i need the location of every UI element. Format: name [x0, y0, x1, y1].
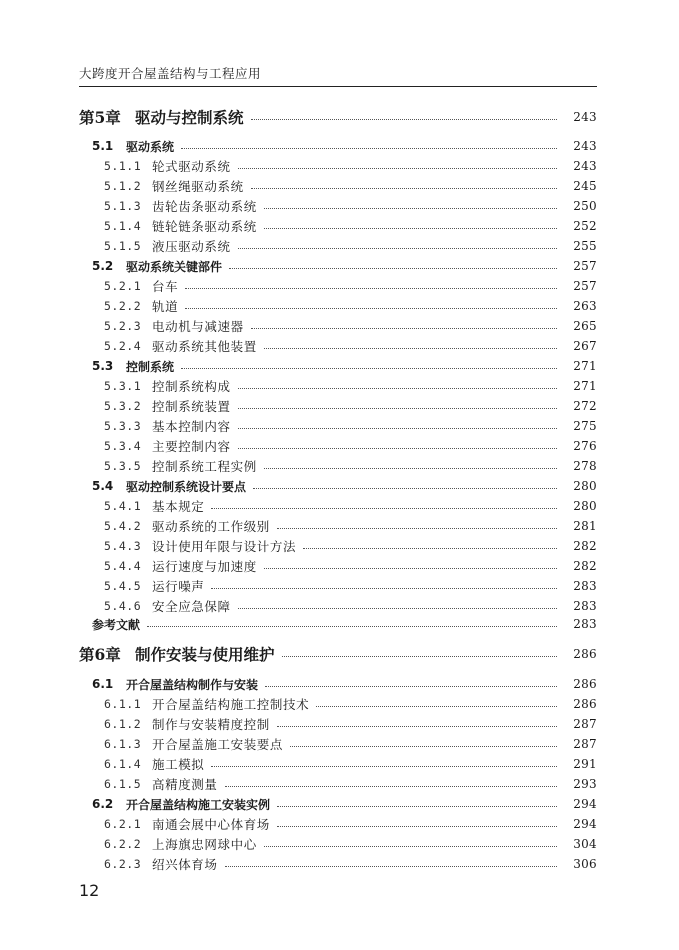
- toc-entry-title: 制作与安装精度控制: [152, 717, 270, 732]
- toc-entry-title: 绍兴体育场: [152, 857, 218, 872]
- toc-entry-sub: [0, 835, 679, 853]
- toc-entry-number: 6.1.4: [104, 757, 142, 771]
- toc-entry-number: 5.3.3: [104, 419, 142, 433]
- toc-entry-title: 控制系统: [126, 359, 175, 374]
- toc-entry-number: 5.1.1: [104, 159, 142, 173]
- dot-leader: [185, 308, 557, 309]
- toc-entry-title: 轨道: [152, 299, 179, 314]
- dot-leader: [264, 568, 557, 569]
- dot-leader: [282, 656, 557, 657]
- toc-entry-number: 5.1.5: [104, 239, 142, 253]
- toc-entry-number: 5.1.3: [104, 199, 142, 213]
- toc-entry-number: 6.2.2: [104, 837, 142, 851]
- toc-entry-number: 6.1: [92, 677, 114, 691]
- toc-entry-sub: [0, 277, 679, 295]
- toc-entry-number: 6.1.2: [104, 717, 142, 731]
- toc-entry-number: 5.4.5: [104, 579, 142, 593]
- toc-entry-number: 5.2.3: [104, 319, 142, 333]
- toc-entry-page: 250: [573, 199, 597, 213]
- toc-entry-page: 283: [573, 599, 597, 613]
- toc-entry-number: 5.1.2: [104, 179, 142, 193]
- toc-entry-title: 台车: [152, 279, 179, 294]
- toc-entry-title: 链轮链条驱动系统: [152, 219, 257, 234]
- toc-entry-title: 南通会展中心体育场: [152, 817, 270, 832]
- toc-entry-sub: [0, 217, 679, 235]
- toc-entry-title: 参考文献: [92, 617, 141, 632]
- toc-entry-number: 5.3: [92, 359, 114, 373]
- toc-entry-sub: [0, 855, 679, 873]
- toc-entry-page: 272: [573, 399, 597, 413]
- toc-entry-page: 267: [573, 339, 597, 353]
- toc-entry-title: 驱动系统关键部件: [126, 259, 223, 274]
- toc-entry-chapter: [0, 108, 679, 126]
- toc-entry-page: 281: [573, 519, 597, 533]
- dot-leader: [185, 288, 557, 289]
- running-header-title: 大跨度开合屋盖结构与工程应用: [79, 66, 262, 81]
- toc-entry-title: 高精度测量: [152, 777, 218, 792]
- toc-entry-page: 257: [573, 279, 597, 293]
- toc-entry-page: 306: [573, 857, 597, 871]
- toc-entry-number: 5.3.5: [104, 459, 142, 473]
- toc-entry-number: 5.3.2: [104, 399, 142, 413]
- toc-entry-page: 243: [573, 139, 597, 153]
- toc-entry-number: 5.4.3: [104, 539, 142, 553]
- toc-entry-number: 6.2.3: [104, 857, 142, 871]
- toc-entry-title: 上海旗忠网球中心: [152, 837, 257, 852]
- toc-entry-title: 运行噪声: [152, 579, 205, 594]
- toc-entry-title: 驱动系统的工作级别: [152, 519, 270, 534]
- toc-entry-section: [0, 137, 679, 155]
- toc-entry-title: 驱动系统: [126, 139, 175, 154]
- toc-entry-title: 运行速度与加速度: [152, 559, 257, 574]
- toc-entry-sub: [0, 815, 679, 833]
- toc-entry-sub: [0, 337, 679, 355]
- toc-entry-page: 265: [573, 319, 597, 333]
- toc-entry-title: 主要控制内容: [152, 439, 231, 454]
- toc-entry-sub: [0, 437, 679, 455]
- toc-entry-page: 283: [573, 617, 597, 631]
- toc-entry-sub: [0, 297, 679, 315]
- toc-entry-sub: [0, 715, 679, 733]
- toc-entry-title: 驱动系统其他装置: [152, 339, 257, 354]
- toc-entry-number: 5.3.4: [104, 439, 142, 453]
- header-divider: [79, 86, 597, 87]
- toc-entry-sub: [0, 577, 679, 595]
- dot-leader: [277, 726, 557, 727]
- dot-leader: [181, 368, 557, 369]
- dot-leader: [277, 826, 557, 827]
- toc-entry-page: 245: [573, 179, 597, 193]
- toc-entry-sub: [0, 695, 679, 713]
- dot-leader: [211, 766, 557, 767]
- toc-entry-number: 6.1.3: [104, 737, 142, 751]
- toc-entry-section: [0, 675, 679, 693]
- toc-entry-page: 280: [573, 479, 597, 493]
- toc-entry-title: 驱动控制系统设计要点: [126, 479, 247, 494]
- toc-entry-page: 286: [573, 677, 597, 691]
- toc-entry-number: 5.2: [92, 259, 114, 273]
- toc-entry-number: 5.1.4: [104, 219, 142, 233]
- page-number: 12: [79, 881, 100, 900]
- toc-entry-page: 243: [573, 159, 597, 173]
- toc-entry-page: 287: [573, 717, 597, 731]
- toc-entry-title: 安全应急保障: [152, 599, 231, 614]
- dot-leader: [290, 746, 557, 747]
- toc-entry-page: 257: [573, 259, 597, 273]
- toc-entry-sub: [0, 735, 679, 753]
- toc-entry-sub: [0, 755, 679, 773]
- dot-leader: [238, 168, 557, 169]
- toc-entry-sub: [0, 397, 679, 415]
- toc-entry-sub: [0, 177, 679, 195]
- toc-entry-title: 齿轮齿条驱动系统: [152, 199, 257, 214]
- toc-entry-title: 控制系统装置: [152, 399, 231, 414]
- dot-leader: [264, 846, 557, 847]
- toc-entry-section: [0, 795, 679, 813]
- toc-entry-number: 5.2.2: [104, 299, 142, 313]
- toc-entry-page: 275: [573, 419, 597, 433]
- toc-entry-page: 283: [573, 579, 597, 593]
- toc-entry-title: 设计使用年限与设计方法: [152, 539, 297, 554]
- toc-entry-page: 278: [573, 459, 597, 473]
- toc-entry-number: 6.2: [92, 797, 114, 811]
- toc-entry-page: 243: [573, 110, 597, 124]
- toc-entry-sub: [0, 457, 679, 475]
- toc-entry-number: 5.4.6: [104, 599, 142, 613]
- toc-entry-page: 293: [573, 777, 597, 791]
- dot-leader: [251, 119, 557, 120]
- toc-entry-page: 276: [573, 439, 597, 453]
- toc-entry-chapter: [0, 645, 679, 663]
- toc-entry-title: 轮式驱动系统: [152, 159, 231, 174]
- toc-entry-number: 5.4.2: [104, 519, 142, 533]
- toc-entry-section: [0, 257, 679, 275]
- toc-entry-sub: [0, 775, 679, 793]
- toc-entry-title: 基本规定: [152, 499, 205, 514]
- dot-leader: [225, 786, 557, 787]
- toc-entry-page: 294: [573, 817, 597, 831]
- toc-entry-page: 286: [573, 647, 597, 661]
- dot-leader: [211, 508, 557, 509]
- toc-entry-title: 驱动与控制系统: [135, 108, 244, 127]
- dot-leader: [147, 626, 557, 627]
- toc-entry-number: 5.2.4: [104, 339, 142, 353]
- toc-entry-page: 282: [573, 539, 597, 553]
- toc-entry-page: 280: [573, 499, 597, 513]
- toc-entry-sub: [0, 497, 679, 515]
- toc-entry-page: 263: [573, 299, 597, 313]
- dot-leader: [264, 228, 557, 229]
- dot-leader: [277, 806, 557, 807]
- toc-entry-sub: [0, 537, 679, 555]
- toc-entry-page: 271: [573, 359, 597, 373]
- toc-entry-number: 5.4.1: [104, 499, 142, 513]
- dot-leader: [316, 706, 557, 707]
- toc-entry-number: 6.1.1: [104, 697, 142, 711]
- toc-entry-title: 钢丝绳驱动系统: [152, 179, 244, 194]
- toc-entry-page: 287: [573, 737, 597, 751]
- toc-entry-page: 291: [573, 757, 597, 771]
- toc-entry-section: [0, 357, 679, 375]
- toc-entry-sub: [0, 197, 679, 215]
- toc-entry-number: 5.4: [92, 479, 114, 493]
- dot-leader: [238, 448, 557, 449]
- toc-entry-page: 252: [573, 219, 597, 233]
- toc-entry-number: 6.1.5: [104, 777, 142, 791]
- dot-leader: [211, 588, 557, 589]
- dot-leader: [303, 548, 557, 549]
- toc-entry-title: 开合屋盖结构施工控制技术: [152, 697, 310, 712]
- toc-entry-sub: [0, 377, 679, 395]
- dot-leader: [253, 488, 557, 489]
- toc-entry-title: 液压驱动系统: [152, 239, 231, 254]
- dot-leader: [238, 248, 557, 249]
- toc-entry-title: 控制系统构成: [152, 379, 231, 394]
- dot-leader: [238, 408, 557, 409]
- toc-entry-number: 5.2.1: [104, 279, 142, 293]
- dot-leader: [251, 188, 557, 189]
- toc-entry-title: 开合屋盖结构制作与安装: [126, 677, 259, 692]
- toc-entry-title: 开合屋盖施工安装要点: [152, 737, 284, 752]
- dot-leader: [181, 148, 557, 149]
- toc-entry-section: [0, 477, 679, 495]
- toc-entry-page: 304: [573, 837, 597, 851]
- toc-entry-number: 5.3.1: [104, 379, 142, 393]
- toc-entry-number: 5.1: [92, 139, 114, 153]
- toc-entry-sub: [0, 157, 679, 175]
- toc-entry-ref: [0, 615, 679, 633]
- toc-entry-sub: [0, 417, 679, 435]
- dot-leader: [277, 528, 557, 529]
- dot-leader: [265, 686, 557, 687]
- toc-entry-number: 6.2.1: [104, 817, 142, 831]
- dot-leader: [251, 328, 557, 329]
- toc-entry-number: 5.4.4: [104, 559, 142, 573]
- toc-entry-page: 255: [573, 239, 597, 253]
- dot-leader: [238, 428, 557, 429]
- toc-entry-number: 第5章: [79, 108, 121, 127]
- toc-entry-page: 282: [573, 559, 597, 573]
- toc-entry-sub: [0, 237, 679, 255]
- dot-leader: [238, 388, 557, 389]
- dot-leader: [264, 208, 557, 209]
- toc-entry-page: 271: [573, 379, 597, 393]
- dot-leader: [264, 348, 557, 349]
- toc-entry-page: 294: [573, 797, 597, 811]
- toc-entry-sub: [0, 597, 679, 615]
- toc-entry-page: 286: [573, 697, 597, 711]
- dot-leader: [225, 866, 557, 867]
- dot-leader: [264, 468, 557, 469]
- toc-entry-sub: [0, 517, 679, 535]
- toc-entry-number: 第6章: [79, 645, 121, 664]
- toc-entry-title: 基本控制内容: [152, 419, 231, 434]
- toc-entry-title: 电动机与减速器: [152, 319, 244, 334]
- toc-entry-sub: [0, 557, 679, 575]
- toc-entry-title: 控制系统工程实例: [152, 459, 257, 474]
- dot-leader: [238, 608, 557, 609]
- toc-entry-title: 制作安装与使用维护: [135, 645, 275, 664]
- dot-leader: [229, 268, 557, 269]
- toc-entry-sub: [0, 317, 679, 335]
- toc-entry-title: 施工模拟: [152, 757, 205, 772]
- toc-entry-title: 开合屋盖结构施工安装实例: [126, 797, 271, 812]
